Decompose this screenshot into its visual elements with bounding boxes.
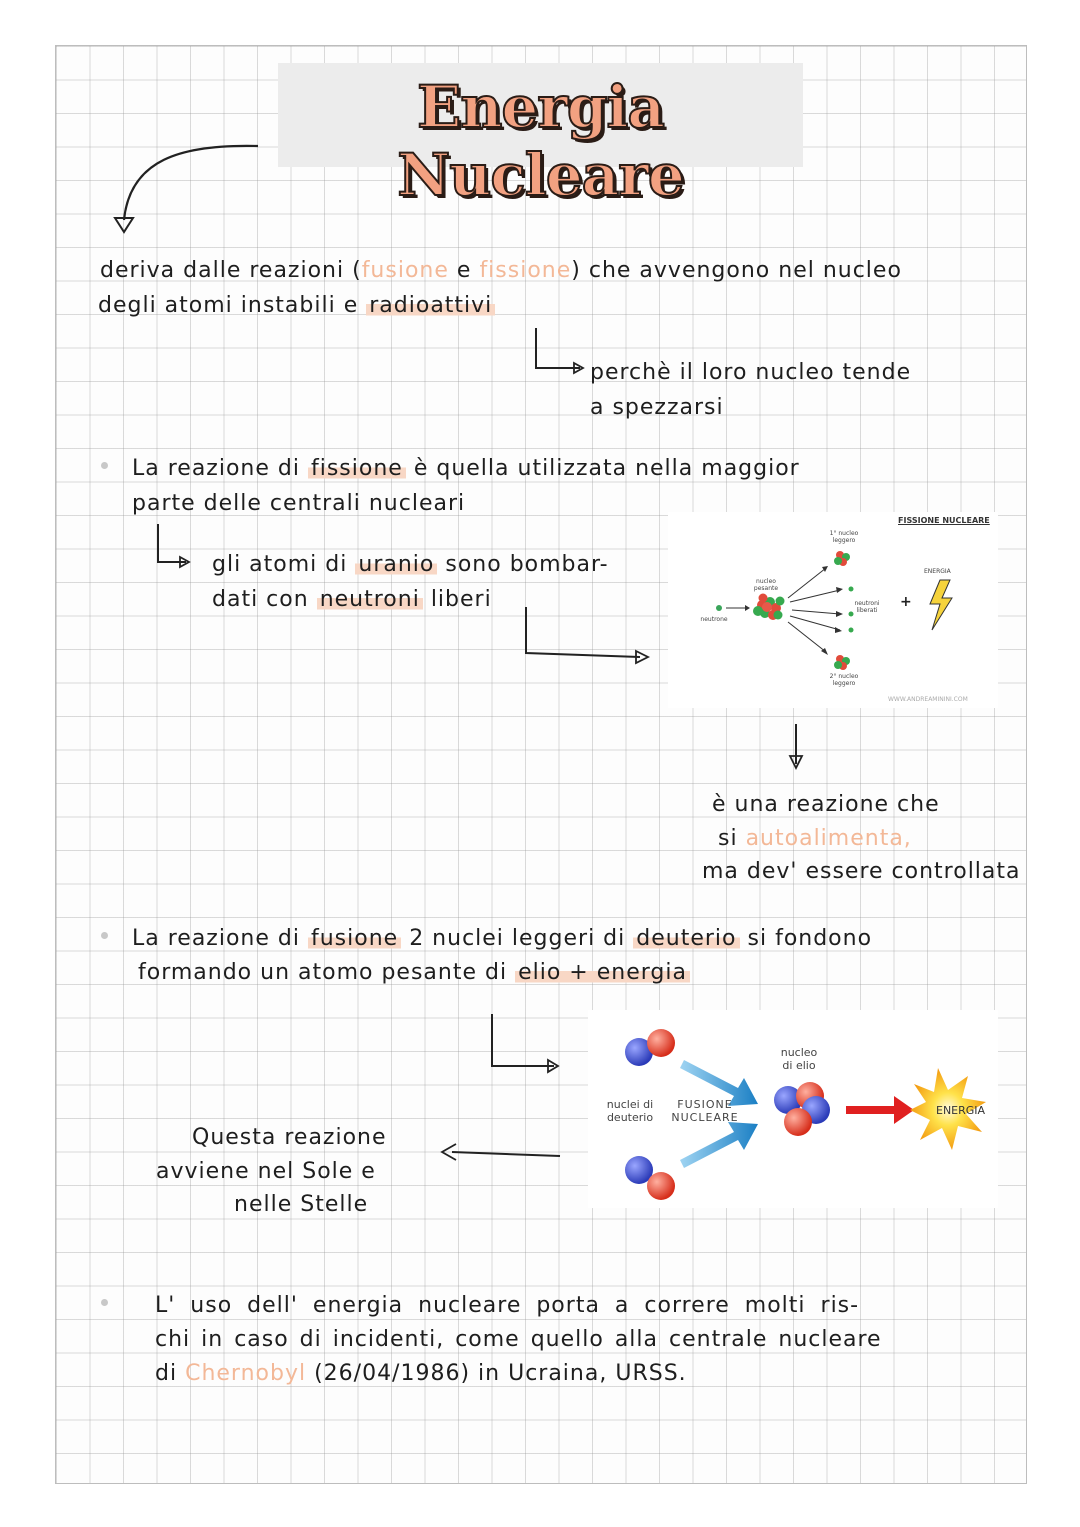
bullet (101, 462, 108, 469)
elbow-arrow-icon (530, 326, 590, 376)
deuterium-nucleus-icon (625, 1029, 675, 1066)
heavy-nucleus-icon (753, 594, 785, 621)
red-arrow-icon (846, 1096, 914, 1124)
word-fusione: fusione (308, 926, 401, 951)
label-energia: ENERGIA (924, 568, 951, 575)
word-deuterio: deuterio (633, 926, 739, 951)
risk-line-2: chi in caso di incidenti, come quello alla centrale nucleare (155, 1327, 882, 1352)
label-nuclei-deuterio: nuclei di deuterio (606, 1098, 654, 1124)
fusione-side-2: avviene nel Sole e (156, 1159, 376, 1184)
label-nucleo-pesante: nucleo pesante (753, 578, 779, 592)
fissione-sub-2 (212, 587, 492, 612)
risk-line-1: L' uso dell' energia nucleare porta a correre molti ris- (155, 1293, 860, 1318)
label-nucleo-leggero-2: 2° nucleo leggero (829, 673, 859, 687)
left-arrow-icon (436, 1140, 576, 1170)
page-title: Energia Nucleare (397, 73, 684, 209)
fusione-text: si fondono (747, 926, 873, 951)
fusione-text: La reazione di (132, 926, 300, 951)
fissione-text: dati con (212, 587, 309, 612)
intro-line-2 (98, 293, 495, 318)
fissione-text: liberi (430, 587, 492, 612)
intro-text-e: e (456, 258, 472, 283)
label-fusione-nucleare: FUSIONE NUCLEARE (671, 1098, 739, 1124)
word-fusione: fusione (361, 258, 449, 283)
title-banner (278, 63, 803, 209)
label-neutrone: neutrone (700, 616, 728, 623)
fission-diagram-title: FISSIONE NUCLEARE (898, 516, 990, 525)
label-nucleo-leggero-1: 1° nucleo leggero (829, 530, 859, 544)
word-elio-energia: elio + energia (515, 960, 690, 985)
word-uranio: uranio (355, 552, 437, 577)
risk-text: di (155, 1361, 178, 1386)
fissione-line-1 (132, 456, 800, 481)
bullet (101, 1299, 108, 1306)
fusione-line-2 (138, 960, 690, 985)
intro-text: degli atomi instabili e (98, 293, 359, 318)
fissione-sub-1 (212, 552, 609, 577)
blue-arrow-icon (680, 1122, 758, 1168)
word-radioattivi: radioattivi (366, 293, 495, 318)
fusione-text: formando un atomo pesante di (138, 960, 508, 985)
helium-nucleus-icon (774, 1082, 830, 1136)
light-nucleus-icon (834, 655, 850, 670)
bullet (101, 932, 108, 939)
fissione-text: sono bombar- (445, 552, 609, 577)
label-energia: ENERGIA (936, 1104, 986, 1117)
fissione-text: è quella utilizzata nella maggior (413, 456, 800, 481)
label-nucleo-elio: nucleo di elio (780, 1046, 818, 1072)
fissione-text: gli atomi di (212, 552, 348, 577)
diagram-credit: WWW.ANDREAMININI.COM (888, 696, 968, 703)
fissione-result-3: ma dev' essere controllata (702, 859, 1021, 884)
risk-text: (26/04/1986) in Ucraina, URSS. (314, 1361, 687, 1386)
fusion-diagram (588, 1010, 998, 1208)
fissione-line-2: parte delle centrali nucleari (132, 491, 466, 516)
fissione-result-1: è una reazione che (712, 792, 940, 817)
note-line-2: a spezzarsi (590, 395, 724, 420)
intro-line-1 (100, 258, 902, 283)
fissione-text: La reazione di (132, 456, 300, 481)
lightning-icon (930, 580, 952, 630)
word-fissione: fissione (308, 456, 406, 481)
label-neutroni-liberati: neutroni liberati (854, 600, 880, 614)
intro-text: ) che avvengono nel nucleo (571, 258, 902, 283)
elbow-arrow-icon (520, 605, 660, 665)
curved-arrow-icon (100, 140, 270, 240)
fissione-text: si (718, 826, 738, 851)
light-nucleus-icon (834, 551, 850, 566)
word-neutroni: neutroni (317, 587, 423, 612)
elbow-arrow-icon (486, 1012, 576, 1077)
fusione-text: 2 nuclei leggeri di (409, 926, 626, 951)
word-chernobyl: Chernobyl (185, 1361, 307, 1386)
intro-text: deriva dalle reazioni ( (100, 258, 362, 283)
risk-line-3 (155, 1361, 687, 1386)
note-line-1: perchè il loro nucleo tende (590, 360, 912, 385)
plus-sign: + (900, 594, 912, 610)
word-autoalimenta: autoalimenta, (745, 826, 912, 851)
fissione-result-2 (718, 826, 912, 851)
word-fissione: fissione (479, 258, 572, 283)
fission-diagram (668, 512, 998, 708)
fusione-side-1: Questa reazione (192, 1125, 387, 1150)
fusione-line-1 (132, 926, 872, 951)
down-arrow-icon (786, 722, 810, 772)
fusione-side-3: nelle Stelle (234, 1192, 369, 1217)
deuterium-nucleus-icon (625, 1156, 675, 1200)
elbow-arrow-icon (150, 522, 200, 572)
